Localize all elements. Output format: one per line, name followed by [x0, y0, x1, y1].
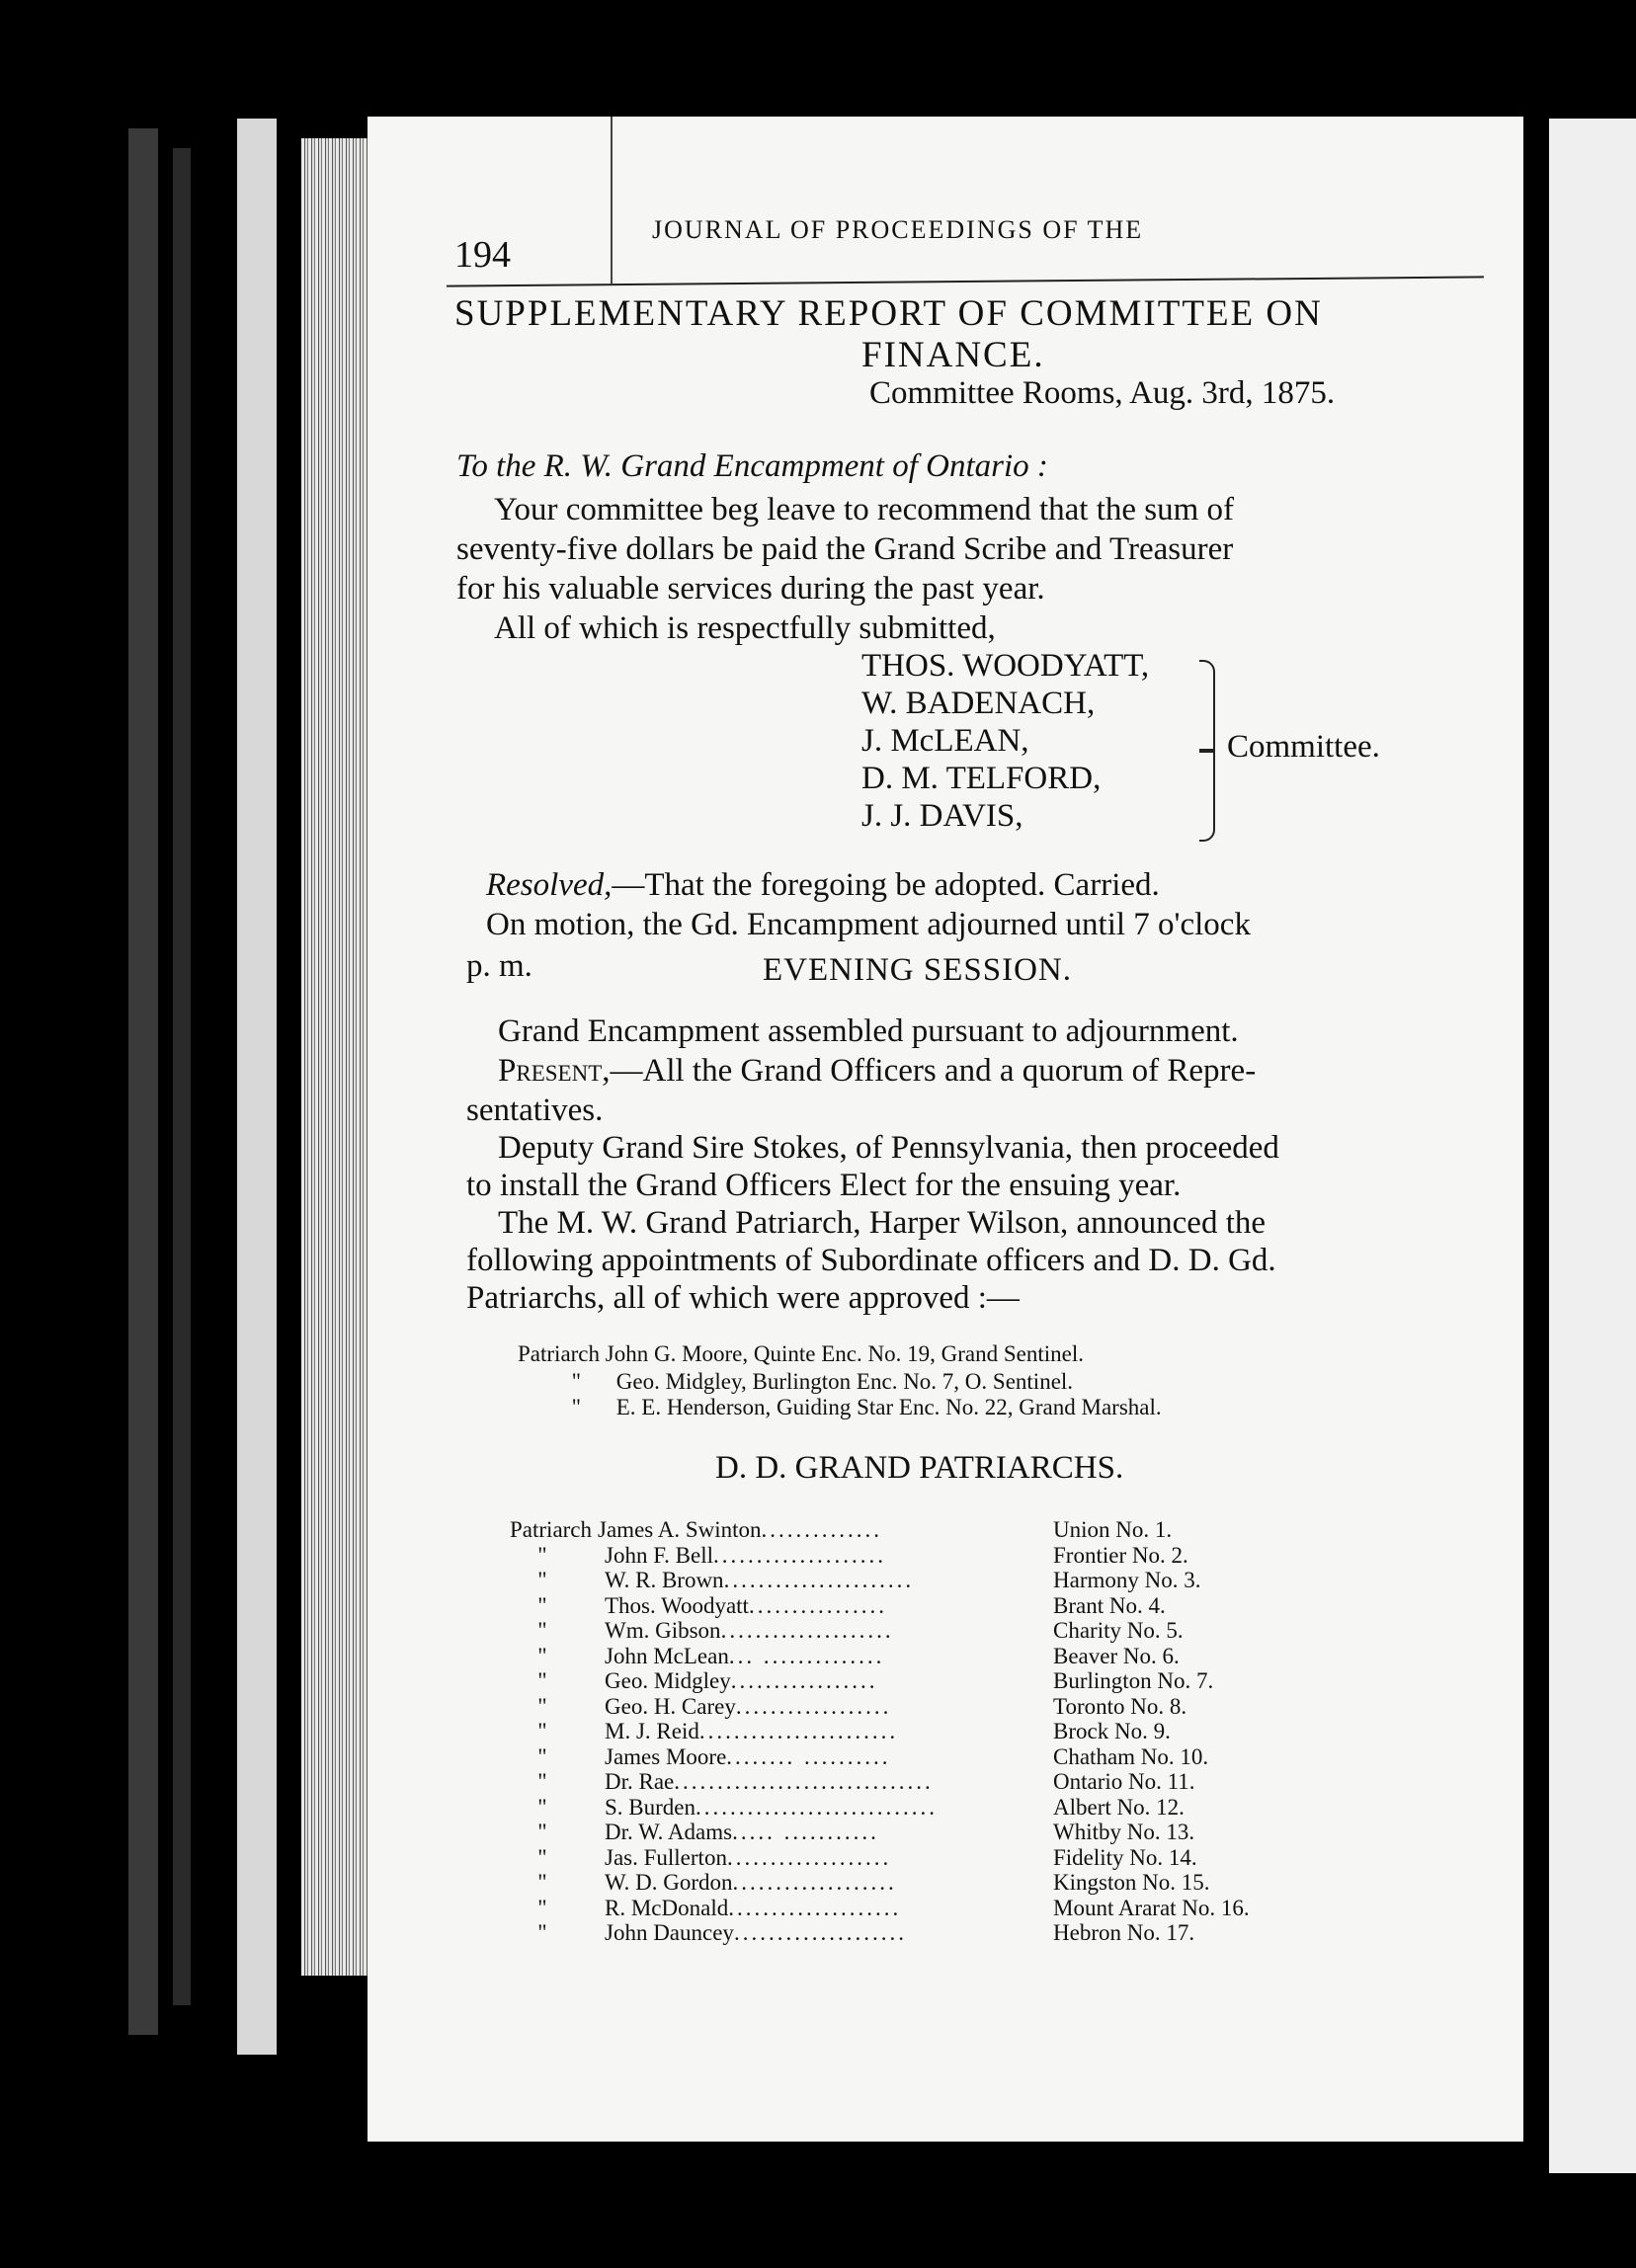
- encampment-name: Mount Ararat No. 16.: [1053, 1895, 1250, 1920]
- leader-dots: ............................: [695, 1794, 938, 1820]
- patriarch-name: Wm. Gibson: [605, 1618, 721, 1643]
- patriarch-name: S. Burden: [605, 1794, 695, 1820]
- mw-line2: following appointments of Subordinate officers and D. D. Gd.: [466, 1243, 1276, 1278]
- patriarch-prefix: ": [537, 1643, 547, 1668]
- leader-dots: ....................: [728, 1895, 902, 1920]
- deputy-line1: Deputy Grand Sire Stokes, of Pennsylvania, then proceeded: [498, 1130, 1279, 1166]
- leader-dots: ........ ..........: [726, 1743, 891, 1769]
- encampment-name: Ontario No. 11.: [1053, 1769, 1195, 1794]
- patriarch-row: [510, 1668, 1458, 1694]
- leader-dots: .......................: [698, 1719, 899, 1743]
- page-fold-mark: [611, 117, 613, 284]
- leader-dots: ..............: [761, 1517, 882, 1542]
- signatory-4: D. M. TELFORD,: [861, 761, 1102, 796]
- encampment-name: Charity No. 5.: [1053, 1618, 1184, 1643]
- running-title: JOURNAL OF PROCEEDINGS OF THE: [652, 215, 1144, 244]
- patriarch-row: [510, 1568, 1458, 1593]
- leader-dots: ..............................: [674, 1769, 934, 1794]
- patriarch-prefix: ": [537, 1592, 547, 1618]
- report-para1-line3: for his valuable services during the past year.: [456, 571, 1045, 607]
- mw-line3: Patriarchs, all of which were approved :—: [466, 1280, 1020, 1316]
- patriarch-row: [510, 1820, 1458, 1845]
- encampment-name: Frontier No. 2.: [1053, 1542, 1188, 1568]
- leader-dots: ...................: [726, 1844, 892, 1870]
- encampment-name: Union No. 1.: [1053, 1517, 1173, 1542]
- report-para2: All of which is respectfully submitted,: [494, 610, 996, 646]
- motion-line1: On motion, the Gd. Encampment adjourned until 7 o'clock: [486, 907, 1251, 942]
- patriarch-prefix: ": [537, 1895, 547, 1920]
- patriarch-name: John McLean: [605, 1643, 729, 1668]
- present-label: Present,: [498, 1053, 611, 1089]
- motion-line2: p. m.: [466, 948, 532, 984]
- report-title-line1: SUPPLEMENTARY REPORT OF COMMITTEE ON: [454, 293, 1323, 334]
- patriarch-name: Dr. W. Adams: [605, 1820, 733, 1844]
- report-para1-line2: seventy-five dollars be paid the Grand Scribe and Treasurer: [456, 531, 1234, 567]
- patriarch-prefix: ": [537, 1568, 547, 1592]
- document-page: [368, 117, 1523, 2142]
- book-edge-left-3: [237, 119, 277, 2055]
- leader-dots: ....................: [733, 1920, 907, 1945]
- leader-dots: ................: [748, 1592, 887, 1618]
- patriarch-row: [510, 1543, 1458, 1569]
- mw-line1: The M. W. Grand Patriarch, Harper Wilson, announced the: [498, 1205, 1267, 1241]
- patriarch-row: [510, 1896, 1458, 1921]
- encampment-name: Burlington No. 7.: [1053, 1668, 1214, 1693]
- appointment-text: E. E. Henderson, Guiding Star Enc. No. 22, Grand Marshal.: [615, 1395, 1162, 1419]
- patriarch-name: Dr. Rae: [605, 1769, 675, 1794]
- patriarch-row: [510, 1593, 1458, 1619]
- resolved-label: Resolved,: [486, 867, 613, 903]
- patriarch-prefix: ": [537, 1920, 547, 1945]
- signatory-3: J. McLEAN,: [861, 723, 1029, 759]
- appointment-row: [518, 1341, 1084, 1367]
- patriarch-row: [510, 1920, 1458, 1946]
- present-line2: sentatives.: [466, 1093, 604, 1128]
- appointment-text: Geo. Midgley, Burlington Enc. No. 7, O. Sentinel.: [615, 1369, 1074, 1394]
- page-number: 194: [454, 234, 511, 276]
- patriarch-name: R. McDonald: [605, 1895, 729, 1920]
- book-edge-left-2: [173, 148, 191, 2005]
- appointment-prefix: ": [571, 1369, 581, 1394]
- patriarch-prefix: ": [537, 1618, 547, 1643]
- leader-dots: ...................: [732, 1870, 897, 1895]
- resolved-text: —That the foregoing be adopted. Carried.: [612, 867, 1160, 903]
- leader-dots: .................: [730, 1668, 878, 1693]
- encampment-name: Kingston No. 15.: [1053, 1870, 1210, 1895]
- deputy-line2: to install the Grand Officers Elect for the ensuing year.: [466, 1168, 1182, 1203]
- patriarch-row: [510, 1618, 1458, 1644]
- patriarch-name: Jas. Fullerton: [605, 1844, 727, 1870]
- report-para1-line1: Your committee beg leave to recommend that the sum of: [494, 492, 1235, 527]
- leader-dots: ......................: [723, 1568, 915, 1592]
- patriarch-prefix: ": [537, 1668, 547, 1693]
- committee-brace-bottom: [1199, 749, 1215, 842]
- report-dateline: Committee Rooms, Aug. 3rd, 1875.: [869, 375, 1336, 411]
- encampment-name: Whitby No. 13.: [1053, 1820, 1195, 1844]
- patriarch-row: [510, 1845, 1458, 1871]
- encampment-name: Albert No. 12.: [1053, 1794, 1185, 1820]
- patriarch-name: Geo. Midgley: [605, 1668, 731, 1693]
- book-edge-left: [128, 128, 158, 2035]
- patriarch-name: Geo. H. Carey: [605, 1693, 736, 1719]
- present-line: [498, 1053, 1256, 1090]
- leader-dots: ... ..............: [728, 1643, 885, 1668]
- signatory-2: W. BADENACH,: [861, 686, 1096, 721]
- present-text: —All the Grand Officers and a quorum of Repre-: [610, 1053, 1257, 1089]
- patriarch-row: [510, 1644, 1458, 1669]
- signatory-1: THOS. WOODYATT,: [861, 648, 1150, 684]
- appointment-row: [518, 1369, 1073, 1395]
- appointment-prefix: ": [571, 1395, 581, 1419]
- facing-page-edge: [1549, 119, 1636, 2173]
- committee-brace-top: [1199, 660, 1215, 753]
- patriarch-name: M. J. Reid: [605, 1719, 699, 1743]
- signatory-5: J. J. DAVIS,: [861, 798, 1023, 834]
- encampment-name: Toronto No. 8.: [1053, 1693, 1187, 1719]
- evening-line1: Grand Encampment assembled pursuant to adjournment.: [498, 1013, 1239, 1049]
- header-rule: [447, 276, 1484, 286]
- encampment-name: Fidelity No. 14.: [1053, 1844, 1197, 1870]
- patriarch-name: John F. Bell: [605, 1542, 713, 1568]
- leader-dots: ..................: [735, 1693, 892, 1719]
- leader-dots: ....................: [720, 1618, 894, 1643]
- leader-dots: ....................: [712, 1542, 886, 1568]
- patriarch-prefix: ": [537, 1743, 547, 1769]
- encampment-name: Brant No. 4.: [1053, 1592, 1166, 1618]
- encampment-name: Brock No. 9.: [1053, 1719, 1171, 1743]
- patriarch-prefix: ": [537, 1693, 547, 1719]
- committee-label: Committee.: [1227, 729, 1380, 765]
- patriarch-prefix: Patriarch: [510, 1517, 593, 1542]
- patriarch-name: James Moore: [605, 1743, 727, 1769]
- leader-dots: ..... ...........: [732, 1820, 879, 1844]
- patriarch-name: W. R. Brown: [605, 1568, 724, 1592]
- patriarch-row: [510, 1744, 1458, 1770]
- patriarch-row: [510, 1517, 1458, 1543]
- encampment-name: Chatham No. 10.: [1053, 1743, 1209, 1769]
- patriarch-prefix: ": [537, 1794, 547, 1820]
- patriarch-name: W. D. Gordon: [605, 1870, 733, 1895]
- patriarch-prefix: ": [537, 1769, 547, 1794]
- patriarch-row: [510, 1870, 1458, 1896]
- patriarch-row: [510, 1694, 1458, 1720]
- appointment-prefix: Patriarch: [518, 1341, 601, 1366]
- patriarch-name: Thos. Woodyatt: [605, 1592, 749, 1618]
- resolved-line: [486, 867, 1160, 904]
- patriarch-prefix: ": [537, 1870, 547, 1895]
- patriarch-prefix: ": [537, 1844, 547, 1870]
- patriarch-row: [510, 1719, 1458, 1744]
- encampment-name: Harmony No. 3.: [1053, 1568, 1201, 1592]
- appointment-text: John G. Moore, Quinte Enc. No. 19, Grand Sentinel.: [605, 1341, 1084, 1366]
- evening-heading: EVENING SESSION.: [763, 952, 1072, 988]
- appointment-row: [518, 1395, 1162, 1420]
- dd-heading: D. D. GRAND PATRIARCHS.: [715, 1450, 1124, 1486]
- patriarch-prefix: ": [537, 1820, 547, 1844]
- report-salutation: To the R. W. Grand Encampment of Ontario :: [456, 448, 1048, 484]
- encampment-name: Beaver No. 6.: [1053, 1643, 1180, 1668]
- patriarch-prefix: ": [537, 1719, 547, 1743]
- patriarch-row: [510, 1795, 1458, 1821]
- patriarch-prefix: ": [537, 1542, 547, 1568]
- patriarch-name: James A. Swinton: [598, 1517, 762, 1542]
- encampment-name: Hebron No. 17.: [1053, 1920, 1195, 1945]
- report-title-line2: FINANCE.: [861, 335, 1045, 375]
- patriarch-row: [510, 1769, 1458, 1795]
- patriarch-name: John Dauncey: [605, 1920, 734, 1945]
